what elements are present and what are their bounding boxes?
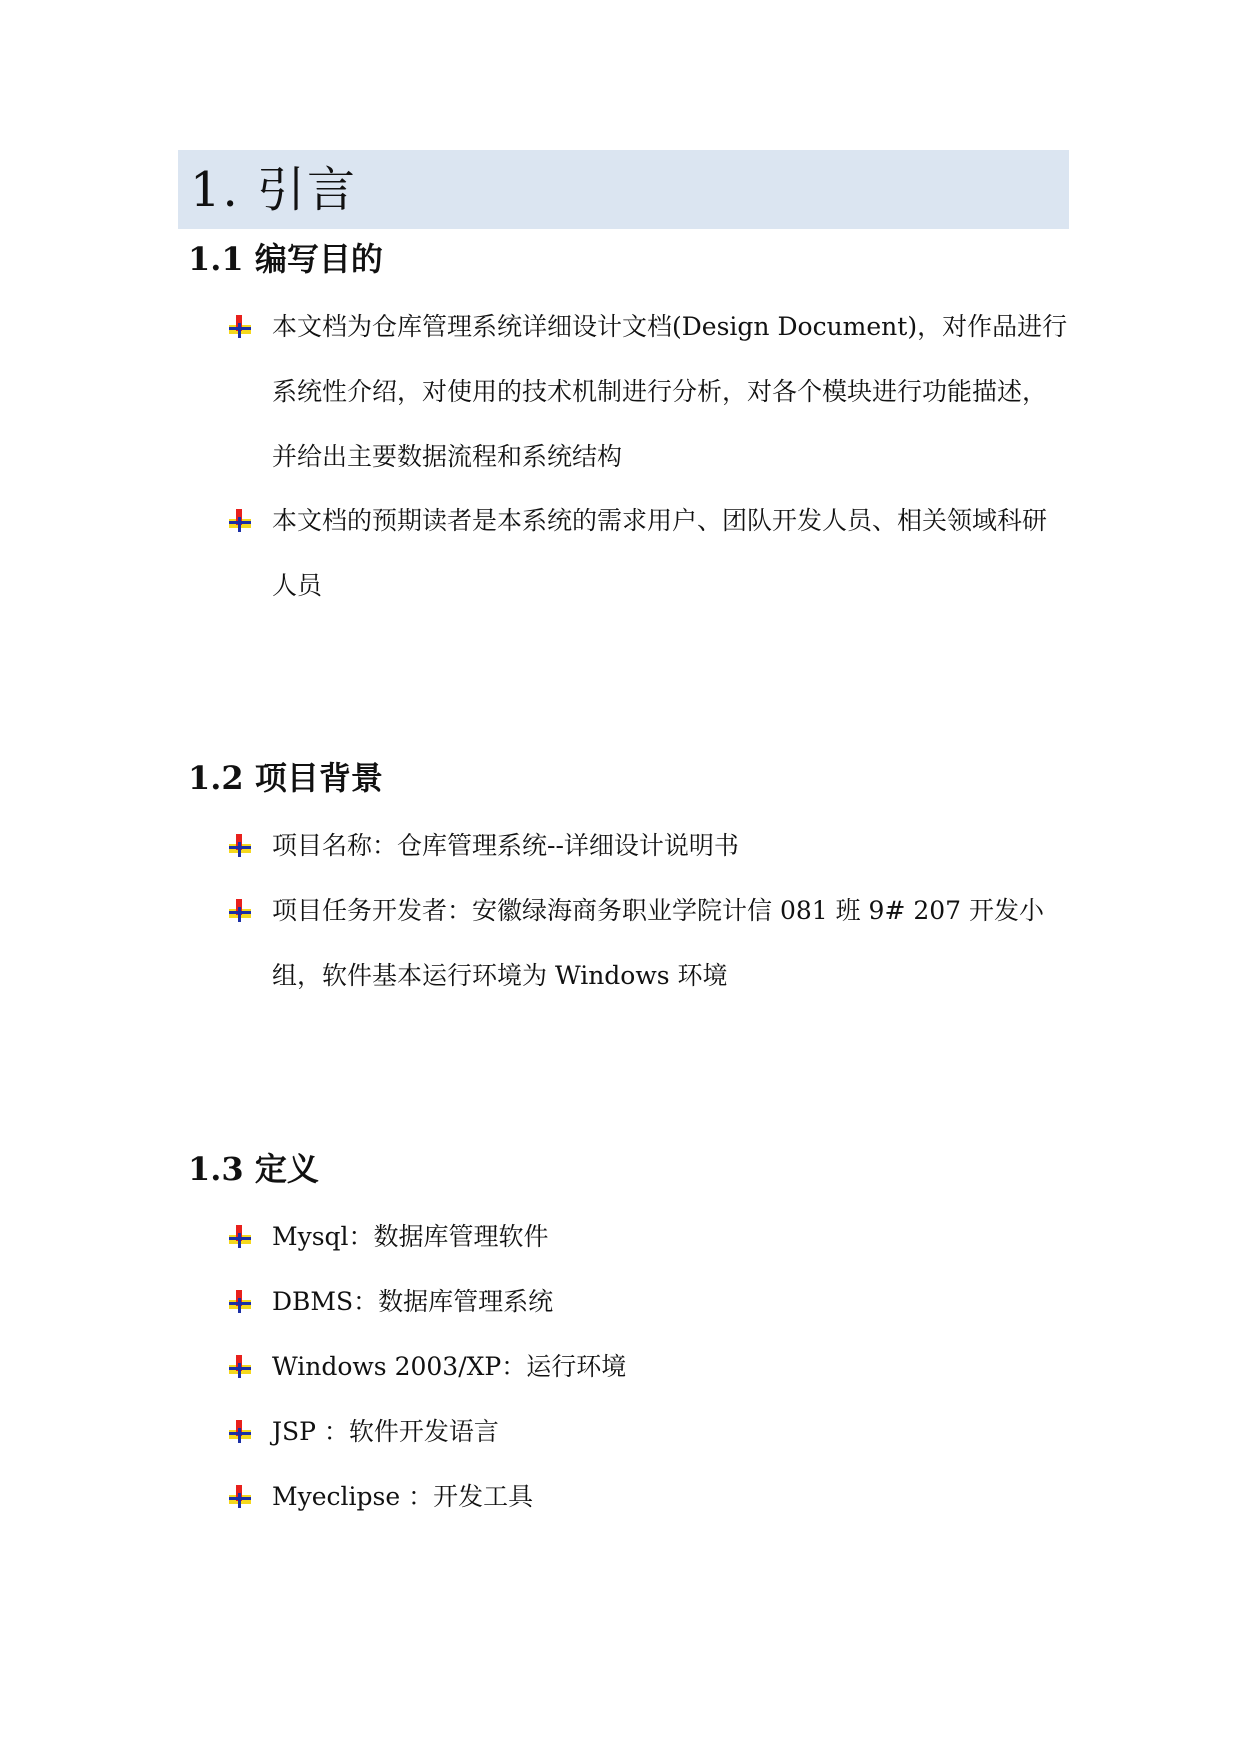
list-item [228,488,1068,618]
list-item-text: Mysql：数据库管理软件 [272,1222,549,1251]
list-item-text: DBMS：数据库管理系统 [272,1287,554,1316]
list-item-text: Myeclipse ：开发工具 [272,1482,534,1511]
chapter-title: 1. 引言 [190,162,358,218]
bullet-icon [228,897,254,923]
bullet-icon [228,1353,254,1379]
list-item-text: Windows 2003/XP：运行环境 [272,1352,627,1381]
bullet-icon [228,507,254,533]
bullet-icon [228,313,254,339]
list-item-text: 本文档的预期读者是本系统的需求用户、团队开发人员、相关领域科研人员 [272,506,1048,600]
section-heading-definitions: 1.3 定义 [188,1150,319,1188]
list-item [228,1334,1068,1399]
section-heading-background: 1.2 项目背景 [188,759,383,797]
list-item-text: 本文档为仓库管理系统详细设计文档(Design Document)，对作品进行系统性介绍，对使用的技术机制进行分析，对各个模块进行功能描述，并给出主要数据流程和系统结构 [272,312,1068,471]
list-item [228,294,1068,489]
bullet-icon [228,1483,254,1509]
list-item [228,1204,1068,1269]
list-item [228,1464,1068,1529]
bullet-icon [228,1288,254,1314]
bullet-icon [228,1223,254,1249]
bullet-icon [228,832,254,858]
list-item [228,813,1068,878]
list-item [228,1269,1068,1334]
list-item-text: JSP ：软件开发语言 [272,1417,499,1446]
list-item [228,1399,1068,1464]
list-item [228,878,1068,1008]
section-heading-purpose: 1.1 编写目的 [188,240,383,278]
list-item-text: 项目任务开发者：安徽绿海商务职业学院计信 081 班 9# 207 开发小组，软件基本运行环境为 Windows 环境 [272,896,1045,990]
list-item-text: 项目名称：仓库管理系统--详细设计说明书 [272,831,739,860]
bullet-icon [228,1418,254,1444]
